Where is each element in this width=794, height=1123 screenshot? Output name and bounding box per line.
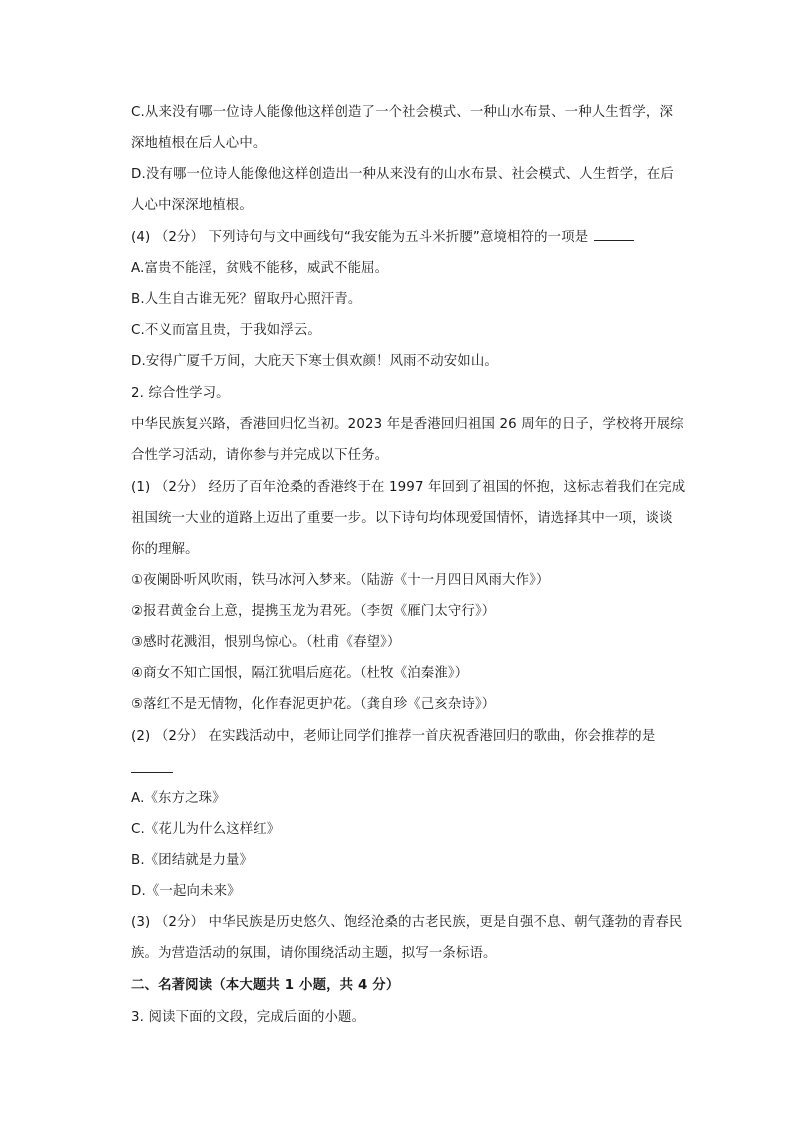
- part-2-question: (2) （2分） 在实践活动中，老师让同学们推荐一首庆祝香港回归的歌曲，你会推荐的是: [131, 729, 656, 744]
- question-4-option-c: C.不义而富且贵，于我如浮云。: [131, 323, 321, 338]
- question-4-text: (4) （2分） 下列诗句与文中画线句“我安能为五斗米折腰”意境相符的一项是: [131, 230, 589, 245]
- poem-1: ①夜阑卧听风吹雨，铁马冰河入梦来。（陆游《十一月四日风雨大作》）: [131, 573, 550, 588]
- part-2-blank-line: [131, 762, 691, 773]
- part-1-line-1: (1) （2分） 经历了百年沧桑的香港终于在 1997 年回到了祖国的怀抱，这标志着我们在完成: [131, 480, 686, 495]
- option-d-line-2: 人心中深深地植根。: [131, 198, 253, 213]
- part-2-option-b: B.《团结就是力量》: [131, 853, 254, 868]
- section-3-heading: 3. 阅读下面的文段，完成后面的小题。: [131, 1010, 366, 1025]
- part-1-line-2: 祖国统一大业的道路上迈出了重要一步。以下诗句均体现爱国情怀，请选择其中一项，谈谈: [131, 511, 673, 526]
- part-2-option-d: D.《一起向未来》: [131, 884, 241, 899]
- part-2-option-a: A.《东方之珠》: [131, 791, 226, 806]
- option-c-line-1: C.从来没有哪一位诗人能像他这样创造了一个社会模式、一种山水布景、一种人生哲学，深: [131, 105, 673, 120]
- poem-5: ⑤落红不是无情物，化作春泥更护花。（龚自珍《己亥杂诗》）: [131, 697, 496, 712]
- poem-4: ④商女不知亡国恨，隔江犹唱后庭花。（杜牧《泊秦淮》）: [131, 666, 469, 681]
- poem-3: ③感时花溅泪，恨别鸟惊心。（杜甫《春望》）: [131, 635, 401, 650]
- answer-blank[interactable]: [131, 762, 173, 773]
- section-2-heading: 2. 综合性学习。: [131, 386, 230, 401]
- section-heading-classics: 二、名著阅读（本大题共 1 小题，共 4 分）: [131, 978, 400, 993]
- intro-line-2: 合性学习活动，请你参与并完成以下任务。: [131, 448, 389, 463]
- part-1-line-3: 你的理解。: [131, 542, 199, 557]
- poem-2: ②报君黄金台上意，提携玉龙为君死。（李贺《雁门太守行》）: [131, 604, 496, 619]
- question-4-option-a: A.富贵不能淫，贫贱不能移，威武不能屈。: [131, 261, 389, 276]
- answer-blank[interactable]: [594, 228, 634, 241]
- part-3-line-2: 族。为营造活动的氛围，请你围绕活动主题，拟写一条标语。: [131, 946, 497, 961]
- option-c-line-2: 深地植根在后人心中。: [131, 136, 267, 151]
- part-3-line-1: (3) （2分） 中华民族是历史悠久、饱经沧桑的古老民族，更是自强不息、朝气蓬勃的青春民: [131, 915, 683, 930]
- intro-line-1: 中华民族复兴路，香港回归忆当初。2023 年是香港回归祖国 26 周年的日子，学校将开展综: [131, 417, 684, 432]
- option-d-line-1: D.没有哪一位诗人能像他这样创造出一种从来没有的山水布景、社会模式、人生哲学，在后: [131, 167, 674, 182]
- part-2-option-c: C.《花儿为什么这样红》: [131, 822, 281, 837]
- question-4-option-b: B.人生自古谁无死？留取丹心照汗青。: [131, 292, 362, 307]
- question-4-option-d: D.安得广厦千万间，大庇天下寒士俱欢颜！风雨不动安如山。: [131, 354, 498, 369]
- question-4: [131, 228, 691, 248]
